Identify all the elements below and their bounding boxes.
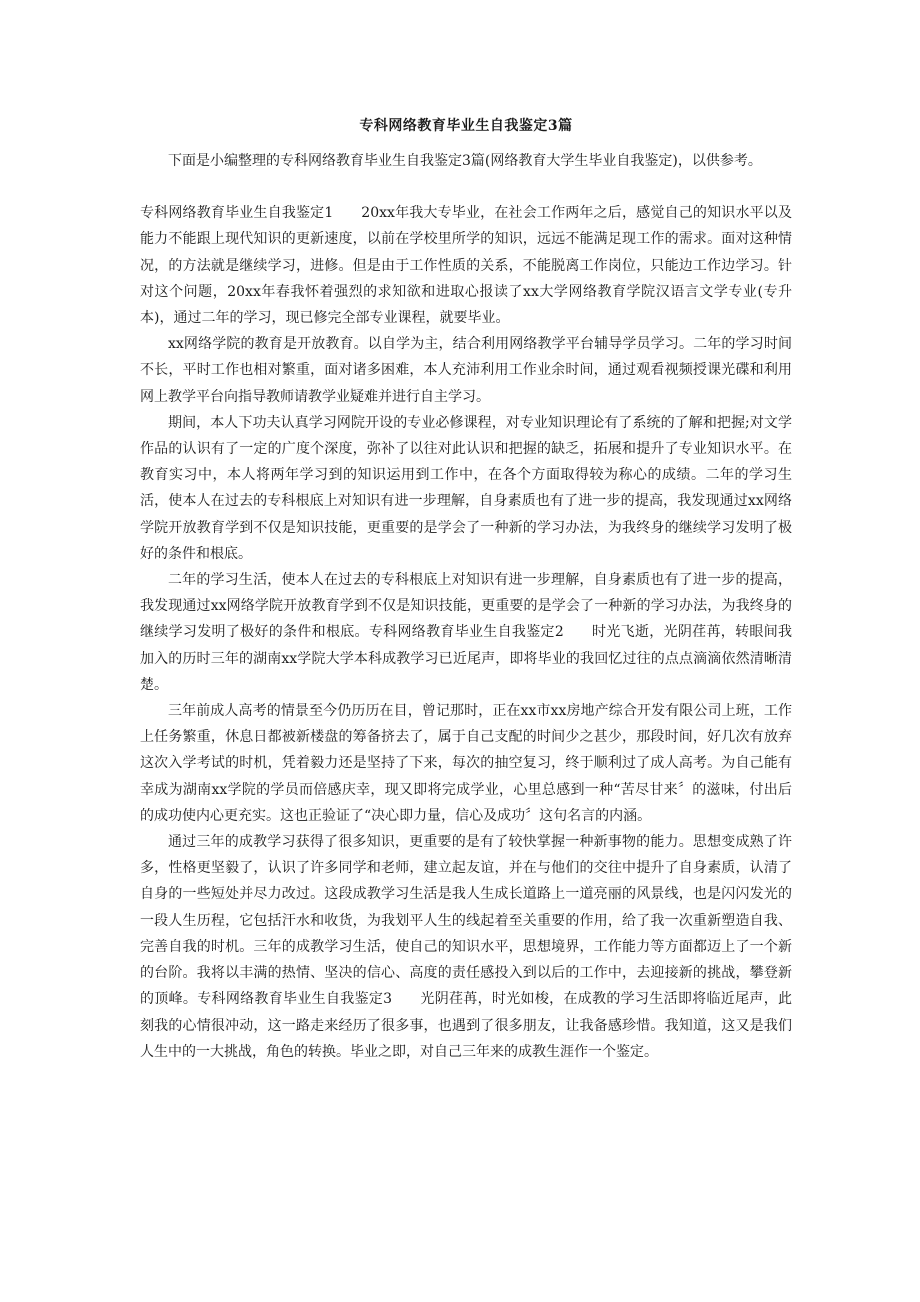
section1-paragraph-4 (140, 567, 792, 698)
document-page (140, 112, 792, 1065)
document-title: 专科网络教育毕业生自我鉴定3篇 (359, 118, 573, 134)
section3-heading: 专科网络教育毕业生自我鉴定3 (197, 991, 393, 1008)
section1-paragraph-4-text: 二年的学习生活，使本人在过去的专科根底上对知识有进一步理解，自身素质也有了进一步的提高，我发现通过xx网络学院开放教育学到不仅是知识技能，更重要的是学会了一种新的学习办法，为我终身的继续学习发明了极好的条件和根底。 (140, 572, 792, 641)
section2-paragraph-3-text: 通过三年的成教学习获得了很多知识，更重要的是有了较快掌握一种新事物的能力。思想变成熟了许多，性格更坚毅了，认识了许多同学和老师，建立起友谊，并在与他们的交往中提升了自身素质，认清了自身的一些短处并尽力改过。这段成教学习生活是我人生成长道路上一道亮丽的风景线，也是闪闪发光的一段人生历程，它包括汗水和收货，为我划平人生的线起着至关重要的作用，给了我一次重新塑造自我、完善自我的时机。三年的成教学习生活，使自己的知识水平，思想境界，工作能力等方面都迈上了一个新的台阶。我将以丰满的热情、坚决的信心、高度的责任感投入到以后的工作中，去迎接新的挑战，攀登新的顶峰。 (140, 834, 792, 1008)
section1-first-paragraph (140, 200, 792, 331)
section3-first-text: 光阴荏苒，时光如梭，在成教的学习生活即将临近尾声，此刻我的心情很冲动，这一路走来经历了很多事，也遇到了很多朋友，让我备感珍惜。我知道，这又是我们人生中的一大挑战，角色的转换。毕业之即，对自己三年来的成教生涯作一个鉴定。 (140, 991, 792, 1060)
section1-first-text: 20xx年我大专毕业，在社会工作两年之后，感觉自己的知识水平以及能力不能跟上现代知识的更新速度，以前在学校里所学的知识，远远不能满足现工作的需求。面对这种情况，的方法就是继续学习，进修。但是由于工作性质的关系，不能脱离工作岗位，只能边工作边学习。针对这个问题，20xx年春我怀着强烈的求知欲和进取心报读了xx大学网络教育学院汉语言文学专业(专升本)，通过二年的学习，现已修完全部专业课程，就要毕业。 (140, 205, 792, 327)
section2-first-text: 时光飞逝，光阴荏苒，转眼间我加入的历时三年的湖南xx学院大学本科成教学习已近尾声，即将毕业的我回忆过往的点点滴滴依然清晰清楚。 (140, 624, 793, 693)
section2-paragraph-2: 三年前成人高考的情景至今仍历历在目，曾记那时，正在xx市xx房地产综合开发有限公司上班，工作上任务繁重，休息日都被新楼盘的筹备挤去了，属于自己支配的时间少之甚少，那段时间，好几次有放弃这次入学考试的时机，凭着毅力还是坚持了下来，每次的抽空复习，终于顺利过了成人高考。为自己能有幸成为湖南xx学院的学员而倍感庆幸，现又即将完成学业，心里总感到一种“苦尽甘来〞的滋味，付出后的成功使内心更充实。这也正验证了“决心即力量，信心及成功〞这句名言的内涵。 (140, 703, 792, 824)
section1-paragraph-2: xx网络学院的教育是开放教育。以自学为主，结合利用网络教学平台辅导学员学习。二年的学习时间不长，平时工作也相对繁重，面对诸多困难，本人充沛利用工作业余时间，通过观看视频授课光碟和利用网上教学平台向指导教师请教学业疑难并进行自主学习。 (140, 336, 792, 405)
section2-heading: 专科网络教育毕业生自我鉴定2 (368, 624, 564, 641)
section1-paragraph-3: 期间，本人下功夫认真学习网院开设的专业必修课程，对专业知识理论有了系统的了解和把握;对文学作品的认识有了一定的广度个深度，弥补了以往对此认识和把握的缺乏，拓展和提升了专业知识水平。在教育实习中，本人将两年学习到的知识运用到工作中，在各个方面取得较为称心的成绩。二年的学习生活，使本人在过去的专科根底上对知识有进一步理解，自身素质也有了进一步的提高，我发现通过xx网络学院开放教育学到不仅是知识技能，更重要的是学会了一种新的学习办法，为我终身的继续学习发明了极好的条件和根底。 (140, 414, 792, 562)
section2-paragraph-3 (140, 829, 792, 1065)
intro-paragraph: 下面是小编整理的专科网络教育毕业生自我鉴定3篇(网络教育大学生毕业自我鉴定)，以供参考。 (168, 153, 762, 169)
section1-heading: 专科网络教育毕业生自我鉴定1 (140, 205, 334, 222)
